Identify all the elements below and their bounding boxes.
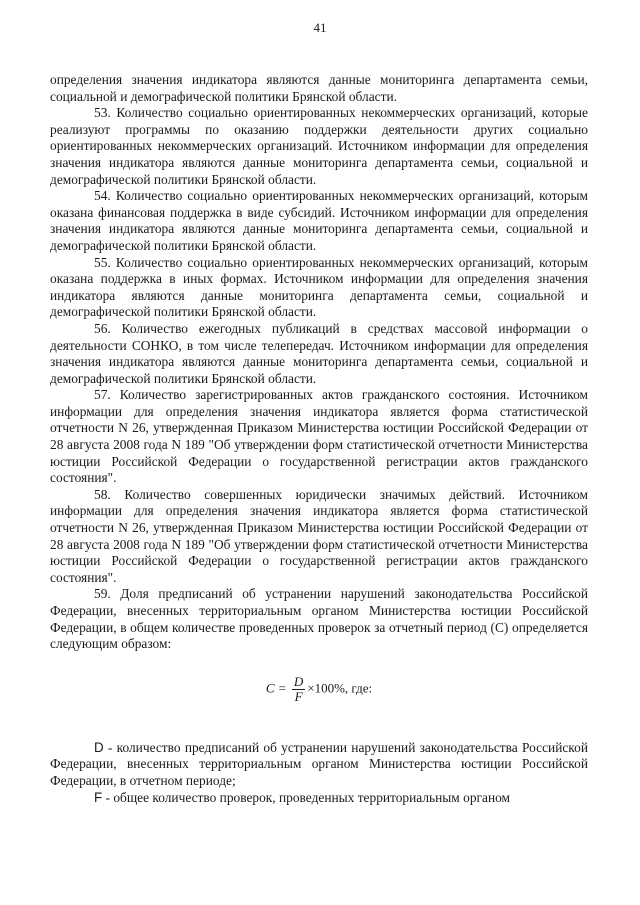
paragraph-57: 57. Количество зарегистрированных актов гражданского состояния. Источником информации для определения значения индикатора является форма статистической отчетности N 26, утвержденная Приказом Министерства юстиции Российской Федерации от 28 августа 2008 года N 189 "Об утверждении форм статистической отчетности Министерства юстиции Российской Федерации о государственной регистрации актов гражданского состояния". bbox=[50, 387, 588, 486]
definition-f bbox=[50, 790, 588, 807]
document-body bbox=[50, 72, 588, 806]
formula-fraction bbox=[292, 675, 305, 704]
paragraph-56: 56. Количество ежегодных публикаций в средствах массовой информации о деятельности СОНКО, в том числе телепередач. Источником информации для определения значения индикатора являются данные мониторинга департамента семьи, социальной и демографической политики Брянской области. bbox=[50, 320, 588, 386]
paragraph-59: 59. Доля предписаний об устранении нарушений законодательства Российской Федерации, внесенных территориальным органом Министерства юстиции Российской Федерации, в общем количестве проведенных проверок за отчетный период (С) определяется следующим образом: bbox=[50, 586, 588, 652]
paragraph-58: 58. Количество совершенных юридически значимых действий. Источником информации для определения значения индикатора является форма статистической отчетности N 26, утвержденная Приказом Министерства юстиции Российской Федерации от 28 августа 2008 года N 189 "Об утверждении форм статистической отчетности Министерства юстиции Российской Федерации о государственной регистрации актов гражданского состояния". bbox=[50, 486, 588, 585]
formula bbox=[50, 675, 588, 704]
formula-rhs: ×100% bbox=[307, 680, 345, 696]
definition-d-symbol: D bbox=[94, 739, 104, 755]
paragraph-53: 53. Количество социально ориентированных некоммерческих организаций, которые реализуют программы по оказанию поддержки деятельности других социально ориентированных некоммерческих организаций. Источником информации для определения значения индикатора являются данные мониторинга департамента семьи, социальной и демографической политики Брянской области. bbox=[50, 105, 588, 187]
paragraph-55: 55. Количество социально ориентированных некоммерческих организаций, которым оказана поддержка в иных формах. Источником информации для определения значения индикатора являются данные мониторинга департамента семьи, социальной и демографической политики Брянской области. bbox=[50, 254, 588, 320]
formula-suffix: , где: bbox=[344, 680, 373, 696]
formula-numerator: D bbox=[293, 673, 304, 689]
formula-denominator: F bbox=[294, 688, 303, 704]
page-number: 41 bbox=[313, 20, 327, 35]
paragraph-continuation: определения значения индикатора являются данные мониторинга департамента семьи, социальной и демографической политики Брянской области. bbox=[50, 72, 588, 104]
paragraph-54: 54. Количество социально ориентированных некоммерческих организаций, которым оказана финансовая поддержка в виде субсидий. Источником информации для определения значения индикатора являются данные мониторинга департамента семьи, социальной и демографической политики Брянской области. bbox=[50, 188, 588, 253]
formula-lhs: C = bbox=[265, 680, 287, 696]
definition-f-text: - общее количество проверок, проведенных территориальным органом bbox=[102, 789, 511, 805]
definition-d-text: - количество предписаний об устранении нарушений законодательства Российской Федерации, внесенных территориальным органом Министерства юстиции Российской Федерации, в отчетном периоде; bbox=[50, 739, 588, 788]
definition-d bbox=[50, 740, 588, 790]
definition-f-symbol: F bbox=[94, 789, 103, 805]
